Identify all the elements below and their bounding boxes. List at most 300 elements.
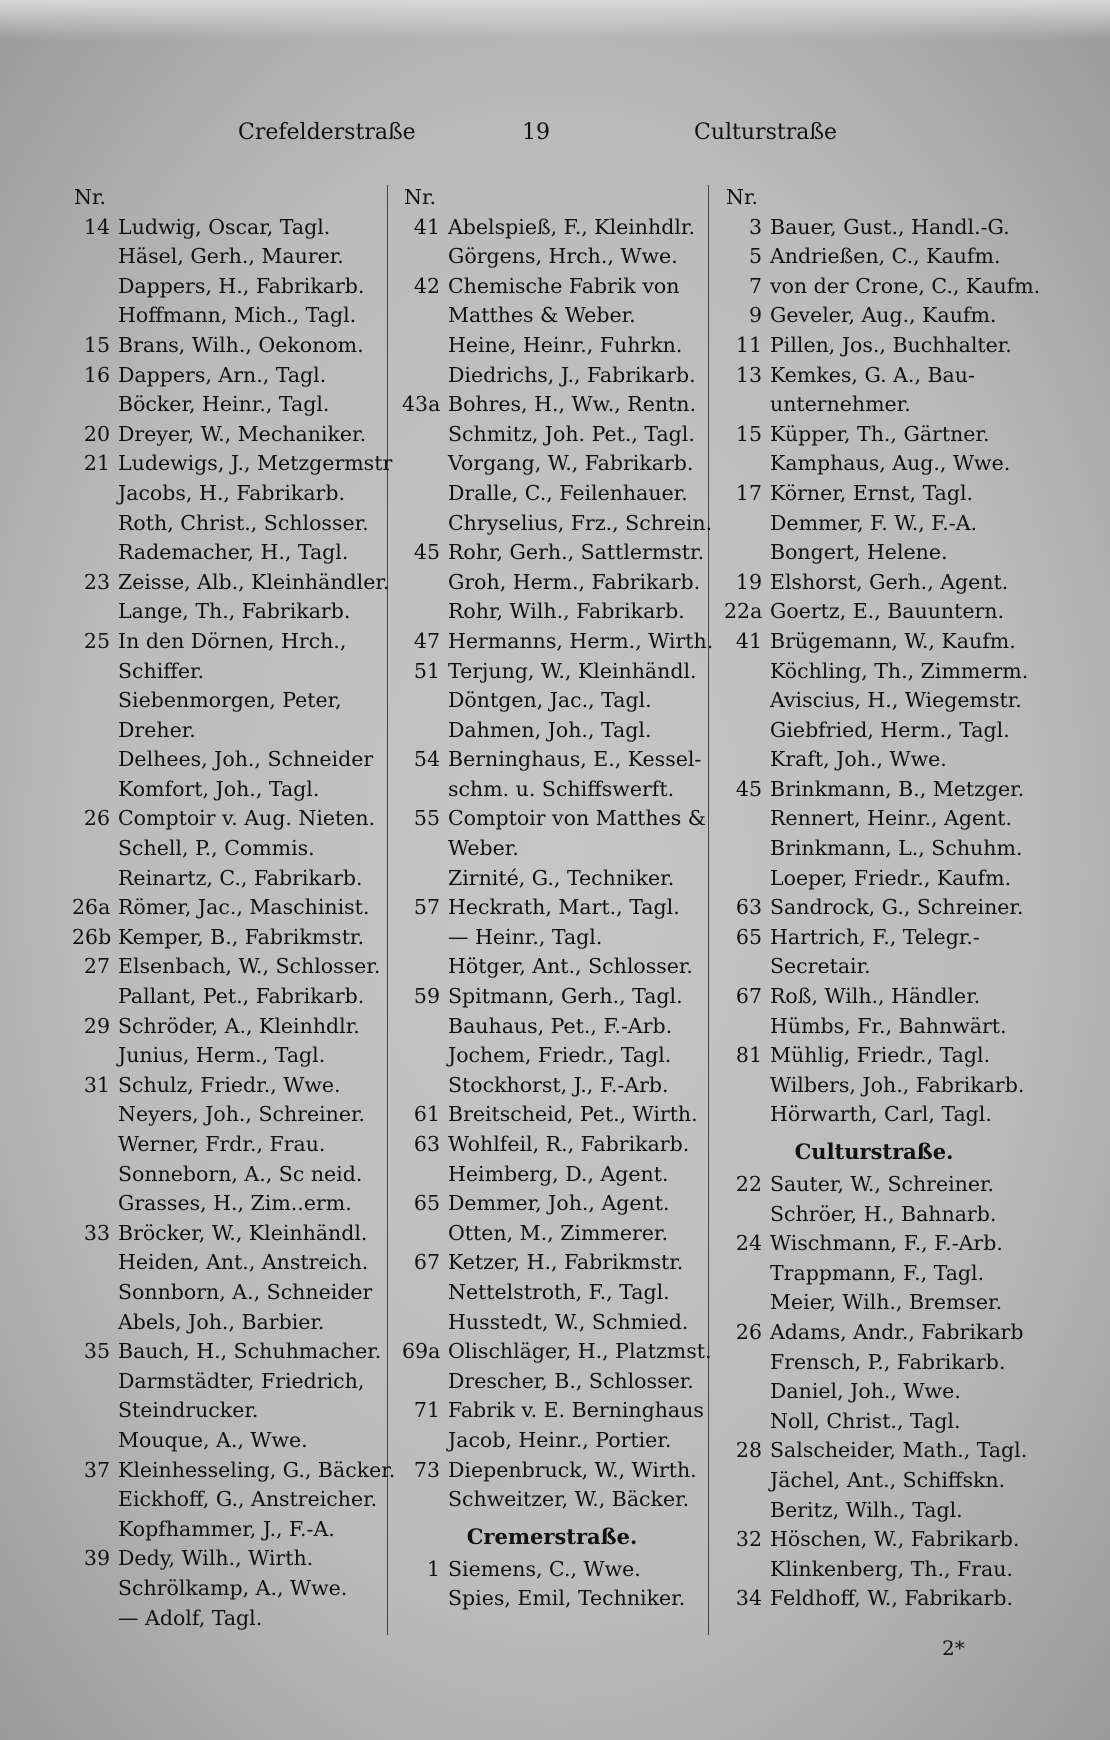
resident-entry: Bauer, Gust., Handl.-G. xyxy=(770,214,1010,239)
list-item xyxy=(724,1466,1024,1496)
resident-entry: Demmer, Joh., Agent. xyxy=(448,1191,670,1216)
house-number: 26b xyxy=(72,924,112,949)
list-item xyxy=(724,686,1024,716)
list-item xyxy=(72,242,382,272)
resident-entry: Sauter, W., Schreiner. xyxy=(770,1172,995,1196)
list-item xyxy=(72,1456,396,1486)
resident-entry: Dappers, H., Fabrikarb. xyxy=(118,273,365,298)
list-item xyxy=(72,1130,382,1160)
resident-entry: Reinartz, C., Fabrikarb. xyxy=(118,865,363,890)
resident-entry: Otten, M., Zimmerer. xyxy=(448,1220,668,1245)
list-item xyxy=(402,1456,702,1486)
house-number xyxy=(724,834,770,864)
resident-entry: Husstedt, W., Schmied. xyxy=(448,1309,689,1334)
list-item xyxy=(724,982,1024,1012)
resident-entry: Spitmann, Gerh., Tagl. xyxy=(448,984,683,1009)
column-divider xyxy=(708,185,709,1635)
resident-entry: Siemens, C., Wwe. xyxy=(448,1556,641,1581)
resident-entry xyxy=(118,183,382,213)
resident-entry: Stockhorst, J., F.-Arb. xyxy=(448,1072,669,1097)
resident-entry: Zeisse, Alb., Kleinhändler. xyxy=(118,569,390,594)
resident-entry: In den Dörnen, Hrch., xyxy=(118,628,347,653)
house-number xyxy=(724,1377,770,1407)
list-item xyxy=(402,213,702,243)
list-item xyxy=(402,952,702,982)
resident-entry: Schröer, H., Bahnarb. xyxy=(770,1201,997,1226)
resident-entry: Kemkes, G. A., Bau- xyxy=(770,362,975,387)
resident-entry: Görgens, Hrch., Wwe. xyxy=(448,244,678,269)
resident-entry: Häsel, Gerh., Maurer. xyxy=(118,244,344,269)
house-number xyxy=(72,1426,118,1456)
house-number: 43a xyxy=(402,392,441,417)
resident-entry: Siebenmorgen, Peter, xyxy=(118,688,342,713)
column-header xyxy=(72,183,382,213)
resident-entry: Steindrucker. xyxy=(118,1398,259,1423)
house-number xyxy=(402,923,448,953)
list-item xyxy=(724,1525,1024,1555)
house-number: 81 xyxy=(735,1043,762,1068)
resident-entry: Abels, Joh., Barbier. xyxy=(118,1309,325,1334)
resident-entry: Dreher. xyxy=(118,717,196,742)
house-number xyxy=(724,804,770,834)
list-item xyxy=(724,952,1024,982)
house-number: 25 xyxy=(83,628,110,653)
resident-entry: Schmitz, Joh. Pet., Tagl. xyxy=(448,421,695,446)
resident-entry: Böcker, Heinr., Tagl. xyxy=(118,392,330,417)
list-item xyxy=(402,1219,702,1249)
street-section-heading: Culturstraße. xyxy=(794,1139,954,1164)
list-item xyxy=(72,1396,382,1426)
house-number: 34 xyxy=(735,1586,762,1611)
list-item xyxy=(724,1012,1024,1042)
resident-entry: Matthes & Weber. xyxy=(448,303,636,328)
house-number: 35 xyxy=(83,1339,110,1364)
house-number: 26a xyxy=(72,895,111,920)
resident-entry: Pillen, Jos., Buchhalter. xyxy=(770,332,1012,357)
house-number xyxy=(402,1160,448,1190)
list-item xyxy=(402,1337,712,1367)
resident-entry: Jacobs, H., Fabrikarb. xyxy=(118,480,345,505)
house-number: 31 xyxy=(83,1072,110,1097)
list-item xyxy=(724,627,1024,657)
house-number xyxy=(402,686,448,716)
resident-entry: Döntgen, Jac., Tagl. xyxy=(448,688,652,713)
house-number xyxy=(724,745,770,775)
resident-entry: Dahmen, Joh., Tagl. xyxy=(448,717,652,742)
house-number xyxy=(72,301,118,331)
resident-entry: Wohlfeil, R., Fabrikarb. xyxy=(448,1132,690,1156)
list-item xyxy=(402,982,702,1012)
house-number xyxy=(402,331,448,361)
list-item xyxy=(402,597,702,627)
resident-entry: Giebfried, Herm., Tagl. xyxy=(770,717,1010,742)
resident-entry: Feldhoff, W., Fabrikarb. xyxy=(770,1586,1013,1611)
house-number xyxy=(72,864,118,894)
house-number xyxy=(402,509,448,539)
house-number xyxy=(72,1485,118,1515)
list-item xyxy=(724,1555,1024,1585)
resident-entry: Breitscheid, Pet., Wirth. xyxy=(448,1102,698,1127)
resident-entry: Andrießen, C., Kaufm. xyxy=(770,244,1001,269)
list-item xyxy=(72,1189,382,1219)
list-item xyxy=(72,1515,382,1545)
house-number xyxy=(72,775,118,805)
house-number xyxy=(402,1041,448,1071)
list-item xyxy=(724,1229,1024,1259)
resident-entry: Heine, Heinr., Fuhrkn. xyxy=(448,332,683,357)
resident-entry: Pallant, Pet., Fabrikarb. xyxy=(118,984,365,1009)
resident-entry: Hötger, Ant., Schlosser. xyxy=(448,954,693,979)
house-number: 59 xyxy=(413,984,440,1009)
house-number xyxy=(72,1160,118,1190)
house-number xyxy=(724,1100,770,1130)
house-number: 23 xyxy=(83,569,110,594)
house-number xyxy=(724,538,770,568)
resident-entry: Meier, Wilh., Bremser. xyxy=(770,1290,1003,1315)
house-number xyxy=(72,834,118,864)
list-item xyxy=(724,1259,1024,1289)
resident-entry: Heckrath, Mart., Tagl. xyxy=(448,895,680,920)
list-item xyxy=(402,242,702,272)
list-item xyxy=(72,213,382,243)
list-item xyxy=(402,686,702,716)
list-item xyxy=(72,1308,382,1338)
list-item xyxy=(402,272,702,302)
resident-entry: Hümbs, Fr., Bahnwärt. xyxy=(770,1013,1007,1038)
house-number: 69a xyxy=(402,1339,441,1364)
house-number: 42 xyxy=(413,273,440,298)
resident-entry: Diepenbruck, W., Wirth. xyxy=(448,1457,697,1482)
house-number xyxy=(724,1200,770,1230)
house-number: 65 xyxy=(735,924,762,949)
house-number xyxy=(724,509,770,539)
house-number xyxy=(402,301,448,331)
house-number: 32 xyxy=(735,1527,762,1552)
list-item xyxy=(72,923,382,953)
resident-entry: Heiden, Ant., Anstreich. xyxy=(118,1250,369,1275)
resident-entry: Chemische Fabrik von xyxy=(448,273,680,298)
resident-entry: Bauch, H., Schuhmacher. xyxy=(118,1339,382,1364)
list-item xyxy=(402,390,702,420)
resident-entry: Junius, Herm., Tagl. xyxy=(118,1043,326,1068)
house-number xyxy=(724,952,770,982)
list-item xyxy=(724,1496,1024,1526)
list-item xyxy=(72,864,382,894)
resident-entry: Vorgang, W., Fabrikarb. xyxy=(448,451,694,476)
list-item xyxy=(72,1071,382,1101)
house-number: 3 xyxy=(748,214,762,239)
list-item xyxy=(72,1337,382,1367)
list-item xyxy=(402,1485,702,1515)
resident-entry: Hörwarth, Carl, Tagl. xyxy=(770,1102,992,1127)
list-item xyxy=(402,864,702,894)
house-number xyxy=(724,449,770,479)
list-item xyxy=(72,1485,382,1515)
list-item xyxy=(72,449,393,479)
house-number: 17 xyxy=(735,480,762,505)
list-item xyxy=(402,893,702,923)
list-item xyxy=(72,627,382,657)
resident-entry: Kopfhammer, J., F.-A. xyxy=(118,1516,335,1541)
resident-entry: Mühlig, Friedr., Tagl. xyxy=(770,1043,991,1068)
resident-entry: Jacob, Heinr., Portier. xyxy=(448,1427,672,1452)
house-number xyxy=(402,242,448,272)
resident-entry: Kamphaus, Aug., Wwe. xyxy=(770,451,1011,476)
house-number: 33 xyxy=(83,1220,110,1245)
resident-entry: Demmer, F. W., F.-A. xyxy=(770,510,978,535)
resident-entry: Köchling, Th., Zimmerm. xyxy=(770,658,1029,683)
list-item xyxy=(724,301,1024,331)
house-number xyxy=(72,597,118,627)
resident-entry: schm. u. Schiffswerft. xyxy=(448,776,675,801)
resident-entry: Goertz, E., Bauuntern. xyxy=(770,599,1005,624)
resident-entry: Werner, Frdr., Frau. xyxy=(118,1132,326,1156)
resident-entry: Ketzer, H., Fabrikmstr. xyxy=(448,1250,684,1275)
house-number xyxy=(724,1012,770,1042)
resident-entry: Comptoir von Matthes & xyxy=(448,806,706,831)
house-number xyxy=(402,775,448,805)
house-number xyxy=(402,449,448,479)
house-number xyxy=(72,1189,118,1219)
house-number xyxy=(72,538,118,568)
house-number xyxy=(72,242,118,272)
house-number: 45 xyxy=(413,540,440,565)
resident-entry: Heimberg, D., Agent. xyxy=(448,1161,669,1186)
resident-entry: Eickhoff, G., Anstreicher. xyxy=(118,1487,378,1512)
list-item xyxy=(402,509,713,539)
resident-entry: Nettelstroth, F., Tagl. xyxy=(448,1279,670,1304)
resident-entry: Sandrock, G., Schreiner. xyxy=(770,895,1024,920)
house-number xyxy=(72,1041,118,1071)
house-number: 39 xyxy=(83,1546,110,1571)
list-item xyxy=(402,1041,702,1071)
house-number: 51 xyxy=(413,658,440,683)
directory-column-3 xyxy=(724,183,1041,1614)
resident-entry: Berninghaus, E., Kessel- xyxy=(448,747,702,772)
list-item xyxy=(72,597,382,627)
resident-entry: — Heinr., Tagl. xyxy=(448,924,603,949)
list-item xyxy=(402,1160,702,1190)
house-number xyxy=(402,1278,448,1308)
resident-entry: Darmstädter, Friedrich, xyxy=(118,1368,365,1393)
house-number xyxy=(724,1259,770,1289)
list-item xyxy=(724,657,1029,687)
running-header xyxy=(0,120,1110,154)
list-item xyxy=(72,982,382,1012)
list-item xyxy=(402,331,702,361)
list-item xyxy=(724,1071,1024,1101)
resident-entry: Diedrichs, J., Fabrikarb. xyxy=(448,362,696,387)
house-number: 9 xyxy=(748,303,762,328)
list-item xyxy=(402,1308,702,1338)
list-item xyxy=(402,1071,702,1101)
list-item xyxy=(724,1348,1024,1378)
resident-entry xyxy=(770,183,1024,213)
list-item xyxy=(402,449,702,479)
list-item xyxy=(72,1100,382,1130)
resident-entry: Rohr, Wilh., Fabrikarb. xyxy=(448,599,685,624)
house-number xyxy=(402,597,448,627)
list-item xyxy=(724,479,1024,509)
list-item xyxy=(72,1367,382,1397)
house-number: 21 xyxy=(83,451,110,476)
house-number xyxy=(724,657,770,687)
resident-entry: Brinkmann, L., Schuhm. xyxy=(770,836,1023,861)
resident-entry: Mouque, A., Wwe. xyxy=(118,1427,308,1452)
resident-entry: Groh, Herm., Fabrikarb. xyxy=(448,569,701,594)
resident-entry: Dralle, C., Feilenhauer. xyxy=(448,480,688,505)
list-item xyxy=(402,1100,702,1130)
list-item xyxy=(402,361,702,391)
list-item xyxy=(724,1377,1024,1407)
house-number: 63 xyxy=(735,895,762,920)
resident-entry: Wischmann, F., F.-Arb. xyxy=(770,1231,1003,1256)
directory-column-2 xyxy=(402,183,714,1614)
house-number: 37 xyxy=(83,1457,110,1482)
house-number: 27 xyxy=(83,954,110,979)
list-item xyxy=(724,331,1024,361)
list-item xyxy=(724,893,1024,923)
list-item xyxy=(72,1219,382,1249)
resident-entry: Lange, Th., Fabrikarb. xyxy=(118,599,351,624)
list-item xyxy=(72,686,382,716)
resident-entry: von der Crone, C., Kaufm. xyxy=(770,273,1041,298)
house-number xyxy=(724,1466,770,1496)
house-number xyxy=(402,952,448,982)
house-number: 55 xyxy=(413,806,440,831)
house-number xyxy=(72,479,118,509)
house-number xyxy=(402,568,448,598)
resident-entry: Geveler, Aug., Kaufm. xyxy=(770,303,997,328)
house-number xyxy=(72,1604,118,1634)
resident-entry: Ludwig, Oscar, Tagl. xyxy=(118,214,331,239)
resident-entry: Adams, Andr., Fabrikarb xyxy=(770,1319,1024,1344)
house-number xyxy=(72,982,118,1012)
resident-entry: Schiffer. xyxy=(118,658,205,683)
list-item xyxy=(72,361,382,391)
list-item xyxy=(402,301,702,331)
house-number: 22a xyxy=(724,599,763,624)
house-number: Nr. xyxy=(726,185,759,209)
list-item xyxy=(402,627,714,657)
house-number: 20 xyxy=(83,421,110,446)
house-number xyxy=(724,1348,770,1378)
house-number xyxy=(724,1407,770,1437)
resident-entry: Hoffmann, Mich., Tagl. xyxy=(118,303,357,328)
house-number: 7 xyxy=(748,273,762,298)
house-number xyxy=(402,479,448,509)
house-number xyxy=(72,1396,118,1426)
house-number xyxy=(402,834,448,864)
house-number: 16 xyxy=(83,362,110,387)
list-item xyxy=(724,923,1024,953)
house-number: 29 xyxy=(83,1013,110,1038)
resident-entry: Schweitzer, W., Bäcker. xyxy=(448,1487,690,1512)
house-number xyxy=(724,1496,770,1526)
house-number: 41 xyxy=(413,214,440,239)
resident-entry: Roth, Christ., Schlosser. xyxy=(118,510,369,535)
list-item xyxy=(72,538,382,568)
house-number: 24 xyxy=(735,1231,762,1256)
resident-entry: Abelspieß, F., Kleinhdlr. xyxy=(448,214,695,239)
resident-entry: Wilbers, Joh., Fabrikarb. xyxy=(770,1072,1025,1097)
list-item xyxy=(72,331,382,361)
house-number xyxy=(724,686,770,716)
resident-entry: Sonnborn, A., Schneider xyxy=(118,1279,373,1304)
list-item xyxy=(72,568,390,598)
list-item xyxy=(724,272,1041,302)
resident-entry: Zirnité, G., Techniker. xyxy=(448,865,675,890)
list-item xyxy=(72,509,382,539)
house-number: 65 xyxy=(413,1191,440,1216)
list-item xyxy=(72,804,382,834)
house-number xyxy=(72,686,118,716)
list-item xyxy=(72,1248,382,1278)
house-number xyxy=(402,1308,448,1338)
column-divider xyxy=(387,185,388,1635)
list-item xyxy=(724,804,1024,834)
list-item xyxy=(72,479,382,509)
resident-entry: Höschen, W., Fabrikarb. xyxy=(770,1527,1020,1552)
list-item xyxy=(724,864,1024,894)
house-number xyxy=(402,864,448,894)
resident-entry: Rademacher, H., Tagl. xyxy=(118,540,349,565)
resident-entry: Drescher, B., Schlosser. xyxy=(448,1368,694,1393)
house-number xyxy=(402,1426,448,1456)
house-number xyxy=(72,716,118,746)
header-right-street: Culturstraße xyxy=(694,120,838,145)
list-item xyxy=(724,213,1024,243)
list-item xyxy=(402,804,706,834)
house-number: 67 xyxy=(413,1250,440,1275)
list-item xyxy=(402,1278,702,1308)
list-item xyxy=(724,1436,1028,1466)
list-item xyxy=(72,1574,382,1604)
house-number: Nr. xyxy=(74,185,107,209)
house-number: 45 xyxy=(735,776,762,801)
house-number: 63 xyxy=(413,1132,440,1156)
list-item xyxy=(724,509,1024,539)
list-item xyxy=(402,1189,702,1219)
resident-entry: Rennert, Heinr., Agent. xyxy=(770,806,1013,831)
list-item xyxy=(402,657,702,687)
house-number: 57 xyxy=(413,895,440,920)
resident-entry: Daniel, Joh., Wwe. xyxy=(770,1379,961,1404)
house-number xyxy=(724,1555,770,1585)
resident-entry: Ludewigs, J., Metzgermstr xyxy=(118,451,393,476)
house-number xyxy=(724,390,770,420)
resident-entry: Beritz, Wilh., Tagl. xyxy=(770,1497,963,1522)
house-number: 19 xyxy=(735,569,762,594)
house-number: Nr. xyxy=(404,185,437,209)
resident-entry: Kleinhesseling, G., Bäcker. xyxy=(118,1457,396,1482)
list-item xyxy=(402,479,702,509)
house-number xyxy=(72,1130,118,1160)
house-number: 28 xyxy=(735,1438,762,1463)
house-number xyxy=(72,1248,118,1278)
list-item xyxy=(72,745,382,775)
list-item xyxy=(72,893,382,923)
house-number xyxy=(72,657,118,687)
resident-entry: — Adolf, Tagl. xyxy=(118,1605,263,1630)
house-number: 41 xyxy=(735,628,762,653)
resident-entry: Sonneborn, A., Sc neid. xyxy=(118,1161,363,1186)
list-item xyxy=(72,420,382,450)
list-item xyxy=(72,390,382,420)
list-item xyxy=(402,1396,702,1426)
house-number: 67 xyxy=(735,984,762,1009)
resident-entry: Dreyer, W., Mechaniker. xyxy=(118,421,367,446)
